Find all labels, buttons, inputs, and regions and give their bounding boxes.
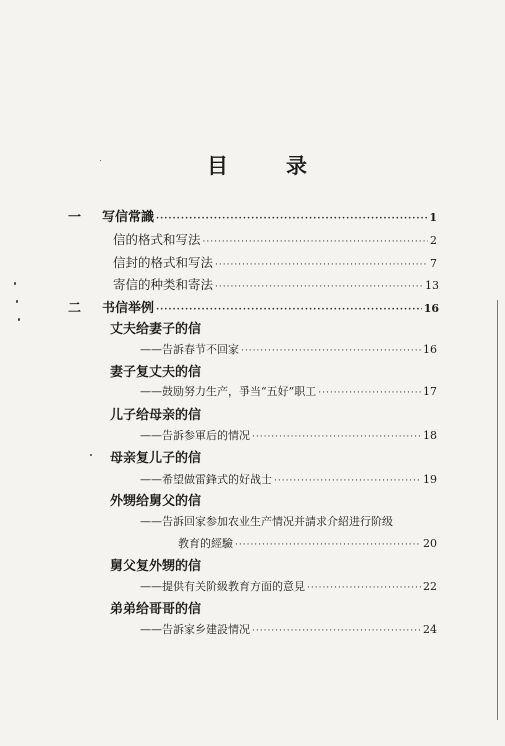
letter-desc-text: ——告訴春节不回家 bbox=[140, 343, 239, 356]
letter-desc-5-cont[interactable] bbox=[178, 535, 437, 551]
letter-title-3[interactable]: 儿子给母亲的信 bbox=[110, 408, 202, 423]
letter-desc-2[interactable] bbox=[140, 383, 437, 399]
toc-subsection-3[interactable] bbox=[113, 275, 439, 293]
letter-desc-6[interactable] bbox=[140, 578, 437, 594]
letter-title-5[interactable]: 外甥给舅父的信 bbox=[110, 494, 202, 509]
leader-dots bbox=[252, 432, 421, 442]
letter-desc-4[interactable] bbox=[140, 471, 437, 487]
page-number: 22 bbox=[423, 580, 437, 593]
scan-speck bbox=[90, 454, 92, 456]
page-number: 24 bbox=[423, 623, 437, 636]
section-number: 一 bbox=[68, 210, 82, 225]
leader-dots bbox=[203, 237, 428, 247]
letter-desc-1[interactable] bbox=[140, 341, 437, 357]
leader-dots bbox=[215, 260, 428, 270]
leader-dots bbox=[274, 476, 421, 486]
section-number: 二 bbox=[68, 301, 82, 316]
page-number: 16 bbox=[423, 302, 439, 315]
leader-dots bbox=[318, 388, 421, 398]
letter-desc-text: ——告訴家乡建設情况 bbox=[140, 623, 250, 636]
leader-dots bbox=[156, 214, 427, 224]
leader-dots bbox=[241, 346, 421, 356]
letter-desc-text: ——提供有关阶級教育方面的意見 bbox=[140, 580, 305, 593]
letter-desc-text: ——鼓励努力生产，爭当“五好”职工 bbox=[140, 385, 317, 398]
scan-speck bbox=[16, 300, 18, 303]
toc-section-1[interactable] bbox=[68, 206, 437, 225]
letter-desc-text: ——希望做雷鋒式的好战士 bbox=[140, 473, 272, 486]
scan-speck bbox=[100, 160, 101, 161]
letter-title-7[interactable]: 弟弟给哥哥的信 bbox=[110, 602, 202, 617]
page-number: 16 bbox=[423, 343, 437, 356]
page-number: 18 bbox=[423, 429, 437, 442]
leader-dots bbox=[307, 583, 421, 593]
page-number: 20 bbox=[423, 537, 437, 550]
letter-desc-5[interactable]: ——告訴回家参加农业生产情况并請求介紹进行阶级 bbox=[140, 515, 393, 528]
letter-title-2[interactable]: 妻子复丈夫的信 bbox=[110, 365, 202, 380]
scan-edge-line bbox=[497, 300, 498, 720]
page-number: 7 bbox=[430, 257, 437, 270]
leader-dots bbox=[235, 540, 421, 550]
letter-desc-text: ——告訴参軍后的情况 bbox=[140, 429, 250, 442]
letter-title-4[interactable]: 母亲复儿子的信 bbox=[110, 451, 202, 466]
leader-dots bbox=[252, 626, 421, 636]
page-number: 19 bbox=[423, 473, 437, 486]
title-char-2: 录 bbox=[286, 153, 307, 178]
letter-title-6[interactable]: 舅父复外甥的信 bbox=[110, 559, 202, 574]
page-number: 13 bbox=[425, 279, 439, 292]
subsection-label: 寄信的种类和寄法 bbox=[113, 277, 214, 292]
scan-speck bbox=[14, 282, 16, 285]
scan-speck bbox=[18, 318, 20, 321]
page-number: 17 bbox=[423, 385, 437, 398]
letter-desc-text: 教育的經驗 bbox=[178, 537, 233, 550]
section-label: 写信常識 bbox=[102, 210, 155, 225]
title-char-1: 目 bbox=[207, 153, 228, 178]
toc-section-2[interactable] bbox=[68, 297, 439, 316]
toc-subsection-1[interactable] bbox=[113, 230, 437, 248]
leader-dots bbox=[215, 282, 423, 292]
letter-title-1[interactable]: 丈夫给妻子的信 bbox=[110, 322, 202, 337]
section-label: 书信举例 bbox=[102, 301, 155, 316]
page-number: 1 bbox=[429, 211, 437, 224]
subsection-label: 信的格式和写法 bbox=[113, 232, 201, 247]
toc-subsection-2[interactable] bbox=[113, 253, 437, 271]
subsection-label: 信封的格式和写法 bbox=[113, 255, 214, 270]
letter-desc-3[interactable] bbox=[140, 427, 437, 443]
leader-dots bbox=[156, 305, 422, 315]
page-number: 2 bbox=[430, 234, 437, 247]
letter-desc-7[interactable] bbox=[140, 621, 437, 637]
